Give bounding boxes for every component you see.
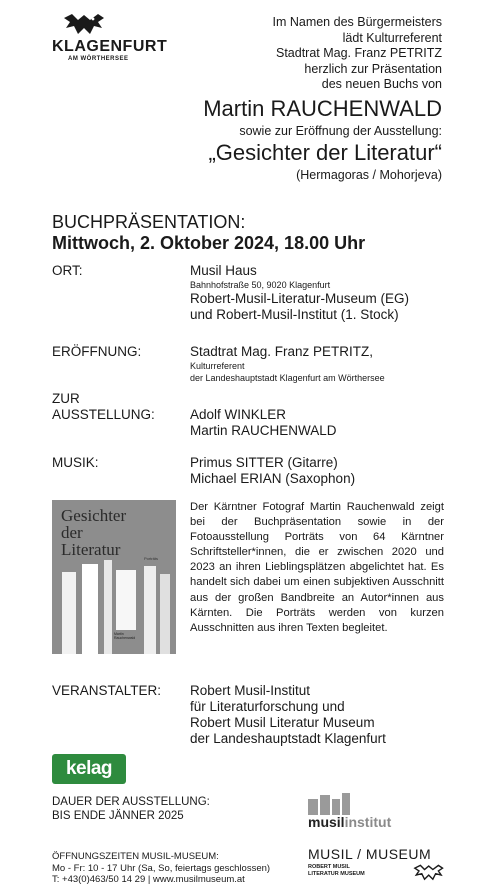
invitation-line: des neuen Buchs von xyxy=(321,77,442,91)
musil-institut-logo-text xyxy=(308,814,391,830)
ausstellung-value xyxy=(190,407,337,439)
organizer-line: Robert Musil-Institut xyxy=(190,683,311,698)
ort-label: ORT: xyxy=(52,263,83,278)
opener-name: Stadtrat Mag. Franz PETRITZ, xyxy=(190,344,374,359)
logo-text-part: institut xyxy=(344,814,392,830)
opening-hours xyxy=(52,851,292,886)
book-cover-image xyxy=(52,500,176,654)
publisher: (Hermagoras / Mohorjeva) xyxy=(296,168,442,182)
ausstellung-label xyxy=(52,391,155,423)
invitation-line: herzlich zur Präsentation xyxy=(304,61,442,76)
musil-institut-logo-mark xyxy=(308,793,350,815)
musik-value xyxy=(190,455,355,487)
speaker-name: Martin RAUCHENWALD xyxy=(190,423,337,438)
musik-label: MUSIK: xyxy=(52,455,99,470)
logo-subtext-line: LITERATUR MUSEUM xyxy=(308,870,365,877)
musician-name: Michael ERIAN (Saxophon) xyxy=(190,471,356,486)
opener-role: der Landeshauptstadt Klagenfurt am Wörthersee xyxy=(190,373,385,383)
veranstalter-label: VERANSTALTER: xyxy=(52,683,162,698)
opening-hours-line: T: +43(0)463/50 14 29 | www.musilmuseum.at xyxy=(52,874,245,885)
duration-line: BIS ENDE JÄNNER 2025 xyxy=(52,810,184,822)
musil-museum-logo-text: MUSIL / MUSEUM xyxy=(308,846,432,862)
musician-name: Primus SITTER (Gitarre) xyxy=(190,455,338,470)
veranstalter-value xyxy=(190,683,386,747)
opening-hours-line: Mo - Fr: 10 - 17 Uhr (Sa, So, feiertags geschlossen) xyxy=(52,862,271,874)
organizer-line: der Landeshauptstadt Klagenfurt xyxy=(190,731,386,746)
kelag-logo: kelag xyxy=(52,754,126,784)
venue-line: Robert-Musil-Literatur-Museum (EG) xyxy=(190,291,410,306)
invitation-text xyxy=(182,15,442,93)
invitation-line: Stadtrat Mag. Franz PETRITZ xyxy=(275,46,442,60)
cover-subtitle: Porträts xyxy=(144,556,159,561)
cover-title-line: der xyxy=(61,523,83,542)
event-date: Mittwoch, 2. Oktober 2024, 18.00 Uhr xyxy=(52,233,366,253)
logo-text-part: musil xyxy=(308,814,345,830)
speaker-name: Adolf WINKLER xyxy=(190,407,287,422)
opener-role: Kulturreferent xyxy=(190,361,245,371)
opening-hours-title: ÖFFNUNGSZEITEN MUSIL-MUSEUM: xyxy=(52,851,219,862)
logo-wordmark: KLAGENFURT xyxy=(52,38,168,55)
musil-museum-subtext xyxy=(308,864,365,877)
venue-name: Musil Haus xyxy=(190,263,257,278)
cover-stripes xyxy=(52,500,176,654)
klagenfurt-dragon-small-icon xyxy=(412,864,444,882)
logo-subline: AM WÖRTHERSEE xyxy=(68,56,129,62)
invitation-line: lädt Kulturreferent xyxy=(342,30,442,45)
eroeffnung-label: ERÖFFNUNG: xyxy=(52,344,142,359)
ort-value xyxy=(190,263,409,323)
venue-line: und Robert-Musil-Institut (1. Stock) xyxy=(190,307,399,322)
book-description: Der Kärntner Fotograf Martin Rauchenwald zeigt bei der Buchpräsentation sowie in der Fotoausstellung Porträts von 64 Kärntner Schriftsteller*innen, die er zwischen 2020 und 2023 an ihren Lieblingsplätzen abgelichtet hat. Es handelt sich dabei um einen subjektiven Ausschnitt aus der großen Bandbreite an Autor*innen aus Kärnten. Die Porträts werden von kurzen Ausschnitten aus ihren Texten begleitet. xyxy=(190,501,444,634)
event-heading: BUCHPRÄSENTATION: xyxy=(52,212,246,232)
author-name: Martin RAUCHENWALD xyxy=(203,96,442,121)
invitation-line: Im Namen des Bürgermeisters xyxy=(272,15,442,29)
eroeffnung-value xyxy=(190,344,385,384)
ausstellung-label-line: AUSSTELLUNG: xyxy=(52,407,155,422)
exhibition-duration xyxy=(52,795,210,823)
organizer-line: für Literaturforschung und xyxy=(190,699,345,714)
cover-title-line: Literatur xyxy=(61,540,121,559)
klagenfurt-dragon-logo xyxy=(60,12,106,38)
exhibition-title: „Gesichter der Literatur“ xyxy=(208,140,442,165)
cover-author: Martin Rauchenwald xyxy=(114,632,136,640)
venue-address: Bahnhofstraße 50, 9020 Klagenfurt xyxy=(190,280,331,290)
duration-line: DAUER DER AUSSTELLUNG: xyxy=(52,796,210,808)
ausstellung-label-line: ZUR xyxy=(52,391,80,406)
organizer-line: Robert Musil Literatur Museum xyxy=(190,715,375,730)
exhibition-intro: sowie zur Eröffnung der Ausstellung: xyxy=(239,124,442,138)
logo-subtext-line: ROBERT MUSIL xyxy=(308,864,350,870)
cover-title-line: Gesichter xyxy=(61,506,127,525)
